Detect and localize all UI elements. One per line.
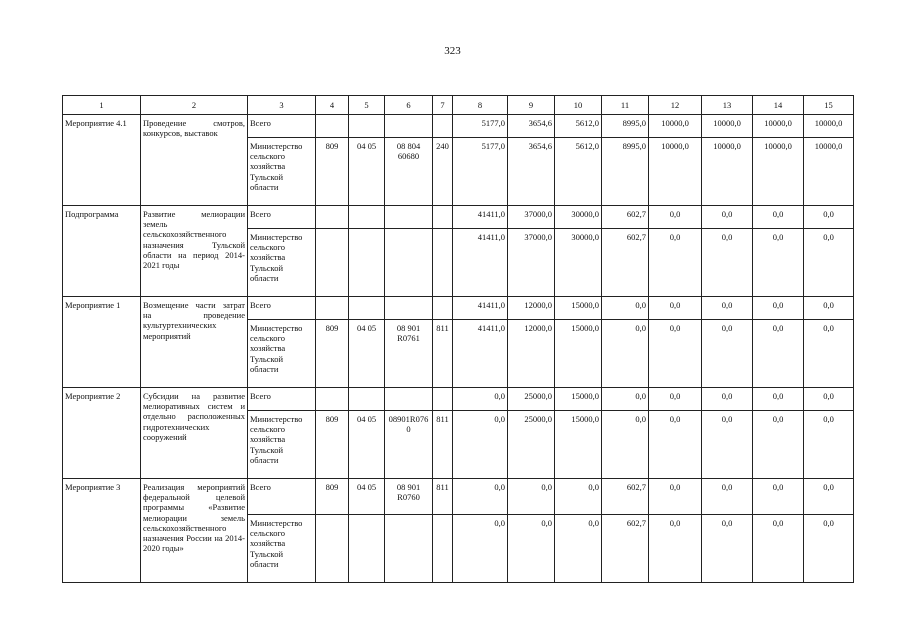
source-cell: Всего	[248, 479, 316, 515]
measure-cell: Подпрограмма	[63, 206, 141, 297]
code-cell: 04 05	[349, 320, 385, 388]
value-cell: 5612,0	[555, 138, 602, 206]
value-cell: 15000,0	[555, 388, 602, 411]
source-cell: Всего	[248, 115, 316, 138]
value-cell: 10000,0	[702, 138, 753, 206]
code-cell	[433, 297, 453, 320]
value-cell: 0,0	[453, 515, 508, 583]
column-header: 13	[702, 96, 753, 115]
table-row	[63, 388, 854, 411]
value-cell: 0,0	[702, 229, 753, 297]
value-cell: 0,0	[453, 411, 508, 479]
code-cell	[433, 229, 453, 297]
value-cell: 0,0	[649, 479, 702, 515]
value-cell: 0,0	[602, 297, 649, 320]
value-cell: 0,0	[753, 411, 804, 479]
table-row	[63, 297, 854, 320]
value-cell: 0,0	[753, 297, 804, 320]
column-header: 6	[385, 96, 433, 115]
value-cell: 0,0	[702, 479, 753, 515]
value-cell: 0,0	[555, 515, 602, 583]
code-cell: 04 05	[349, 411, 385, 479]
code-cell	[349, 206, 385, 229]
code-cell: 811	[433, 320, 453, 388]
value-cell: 25000,0	[508, 388, 555, 411]
value-cell: 0,0	[753, 206, 804, 229]
value-cell: 0,0	[804, 320, 854, 388]
code-cell	[385, 388, 433, 411]
value-cell: 5177,0	[453, 138, 508, 206]
source-cell: Министерство сельского хозяйства Тульской области	[248, 411, 316, 479]
value-cell: 0,0	[649, 206, 702, 229]
column-header: 14	[753, 96, 804, 115]
column-header: 10	[555, 96, 602, 115]
value-cell: 0,0	[702, 388, 753, 411]
value-cell: 0,0	[602, 320, 649, 388]
value-cell: 0,0	[649, 515, 702, 583]
measure-cell: Мероприятие 1	[63, 297, 141, 388]
value-cell: 0,0	[453, 479, 508, 515]
value-cell: 0,0	[702, 206, 753, 229]
value-cell: 0,0	[649, 388, 702, 411]
source-cell: Министерство сельского хозяйства Тульской области	[248, 138, 316, 206]
value-cell: 8995,0	[602, 138, 649, 206]
value-cell: 0,0	[649, 229, 702, 297]
source-cell: Министерство сельского хозяйства Тульской области	[248, 229, 316, 297]
code-cell	[316, 206, 349, 229]
source-cell: Всего	[248, 206, 316, 229]
value-cell: 602,7	[602, 206, 649, 229]
value-cell: 12000,0	[508, 320, 555, 388]
column-header: 2	[141, 96, 248, 115]
code-cell	[316, 229, 349, 297]
code-cell	[316, 115, 349, 138]
measure-cell: Мероприятие 2	[63, 388, 141, 479]
value-cell: 0,0	[508, 479, 555, 515]
value-cell: 3654,6	[508, 115, 555, 138]
page-number: 323	[444, 45, 461, 57]
code-cell	[385, 115, 433, 138]
value-cell: 41411,0	[453, 297, 508, 320]
value-cell: 0,0	[753, 388, 804, 411]
column-header: 1	[63, 96, 141, 115]
code-cell: 04 05	[349, 138, 385, 206]
budget-table	[62, 95, 854, 583]
code-cell: 809	[316, 411, 349, 479]
measure-name-cell: Развитие мелиорации земель сельскохозяйственного назначения Тульской области на период 2014-2021 годы	[141, 206, 248, 297]
source-cell: Министерство сельского хозяйства Тульской области	[248, 320, 316, 388]
value-cell: 0,0	[804, 515, 854, 583]
value-cell: 0,0	[804, 297, 854, 320]
value-cell: 0,0	[649, 297, 702, 320]
value-cell: 5177,0	[453, 115, 508, 138]
code-cell	[433, 388, 453, 411]
code-cell: 240	[433, 138, 453, 206]
value-cell: 12000,0	[508, 297, 555, 320]
code-cell	[433, 115, 453, 138]
code-cell: 809	[316, 138, 349, 206]
value-cell: 10000,0	[804, 138, 854, 206]
value-cell: 10000,0	[753, 138, 804, 206]
measure-cell: Мероприятие 4.1	[63, 115, 141, 206]
code-cell	[385, 206, 433, 229]
value-cell: 30000,0	[555, 206, 602, 229]
column-header: 15	[804, 96, 854, 115]
value-cell: 0,0	[702, 320, 753, 388]
code-cell: 811	[433, 479, 453, 515]
value-cell: 602,7	[602, 479, 649, 515]
value-cell: 0,0	[753, 479, 804, 515]
value-cell: 0,0	[804, 229, 854, 297]
value-cell: 10000,0	[753, 115, 804, 138]
code-cell: 04 05	[349, 479, 385, 515]
value-cell: 0,0	[753, 320, 804, 388]
code-cell	[349, 297, 385, 320]
column-header: 4	[316, 96, 349, 115]
measure-cell: Мероприятие 3	[63, 479, 141, 583]
column-header: 7	[433, 96, 453, 115]
column-header: 12	[649, 96, 702, 115]
value-cell: 0,0	[649, 320, 702, 388]
code-cell: 809	[316, 479, 349, 515]
value-cell: 41411,0	[453, 320, 508, 388]
measure-name-cell: Субсидии на развитие мелиоративных систем и отдельно расположенных гидротехнических сооружений	[141, 388, 248, 479]
value-cell: 30000,0	[555, 229, 602, 297]
value-cell: 0,0	[508, 515, 555, 583]
code-cell	[385, 297, 433, 320]
code-cell	[385, 515, 433, 583]
table-row	[63, 115, 854, 138]
code-cell	[316, 388, 349, 411]
value-cell: 0,0	[804, 206, 854, 229]
table-row	[63, 479, 854, 515]
value-cell: 37000,0	[508, 206, 555, 229]
value-cell: 0,0	[602, 388, 649, 411]
value-cell: 15000,0	[555, 320, 602, 388]
column-header: 8	[453, 96, 508, 115]
code-cell: 08901R0760	[385, 411, 433, 479]
value-cell: 0,0	[702, 515, 753, 583]
value-cell: 0,0	[602, 411, 649, 479]
code-cell: 08 804 60680	[385, 138, 433, 206]
measure-name-cell: Реализация мероприятий федеральной целевой программы «Развитие мелиорации земель сельскохозяйственного назначения России на 2014-2020 годы»	[141, 479, 248, 583]
column-header: 11	[602, 96, 649, 115]
measure-name-cell: Возмещение части затрат на проведение культуртехнических мероприятий	[141, 297, 248, 388]
value-cell: 41411,0	[453, 206, 508, 229]
value-cell: 0,0	[753, 229, 804, 297]
value-cell: 10000,0	[649, 115, 702, 138]
source-cell: Министерство сельского хозяйства Тульской области	[248, 515, 316, 583]
value-cell: 602,7	[602, 515, 649, 583]
code-cell: 809	[316, 320, 349, 388]
code-cell	[316, 297, 349, 320]
value-cell: 0,0	[555, 479, 602, 515]
code-cell	[349, 115, 385, 138]
code-cell	[316, 515, 349, 583]
value-cell: 0,0	[702, 297, 753, 320]
column-header: 9	[508, 96, 555, 115]
code-cell: 811	[433, 411, 453, 479]
code-cell: 08 901 R0761	[385, 320, 433, 388]
code-cell	[385, 229, 433, 297]
value-cell: 602,7	[602, 229, 649, 297]
table-row	[63, 206, 854, 229]
value-cell: 0,0	[804, 388, 854, 411]
value-cell: 10000,0	[649, 138, 702, 206]
source-cell: Всего	[248, 297, 316, 320]
code-cell	[349, 388, 385, 411]
value-cell: 8995,0	[602, 115, 649, 138]
value-cell: 25000,0	[508, 411, 555, 479]
value-cell: 0,0	[702, 411, 753, 479]
code-cell	[433, 206, 453, 229]
code-cell	[433, 515, 453, 583]
source-cell: Всего	[248, 388, 316, 411]
value-cell: 3654,6	[508, 138, 555, 206]
value-cell: 15000,0	[555, 297, 602, 320]
value-cell: 15000,0	[555, 411, 602, 479]
value-cell: 41411,0	[453, 229, 508, 297]
table-header-row	[63, 96, 854, 115]
measure-name-cell: Проведение смотров, конкурсов, выставок	[141, 115, 248, 206]
value-cell: 10000,0	[702, 115, 753, 138]
value-cell: 0,0	[649, 411, 702, 479]
value-cell: 37000,0	[508, 229, 555, 297]
value-cell: 0,0	[453, 388, 508, 411]
code-cell: 08 901 R0760	[385, 479, 433, 515]
value-cell: 0,0	[804, 411, 854, 479]
value-cell: 0,0	[753, 515, 804, 583]
value-cell: 10000,0	[804, 115, 854, 138]
code-cell	[349, 229, 385, 297]
value-cell: 0,0	[804, 479, 854, 515]
column-header: 5	[349, 96, 385, 115]
column-header: 3	[248, 96, 316, 115]
code-cell	[349, 515, 385, 583]
value-cell: 5612,0	[555, 115, 602, 138]
